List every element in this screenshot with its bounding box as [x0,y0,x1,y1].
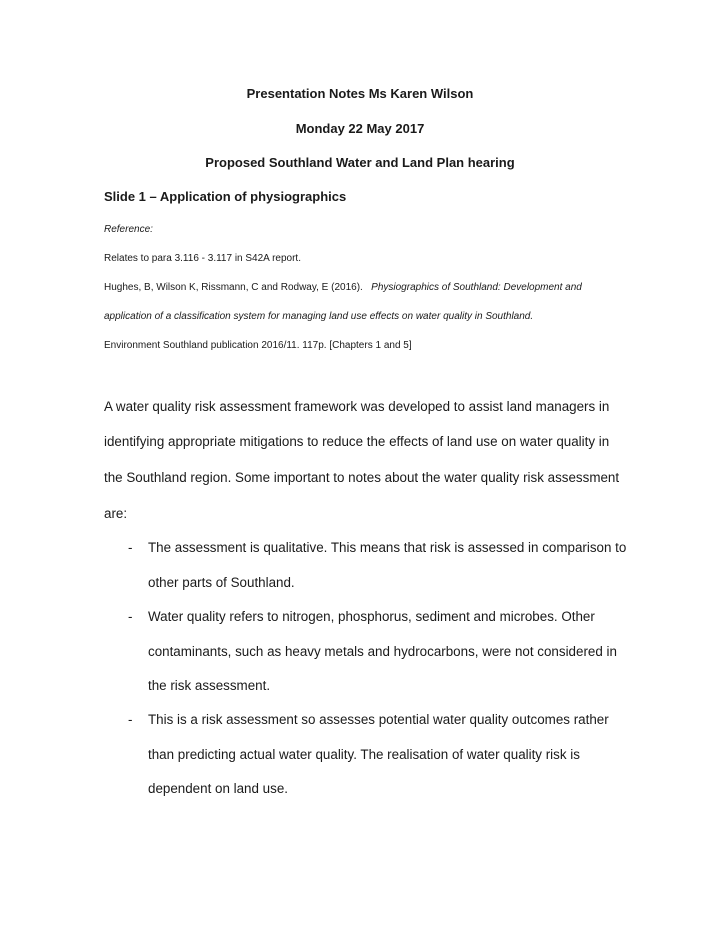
bullet-dash: - [128,609,133,624]
bullet-text: other parts of Southland. [148,575,295,590]
bullet-text: The assessment is qualitative. This means that risk is assessed in comparison to [148,540,627,555]
reference-title-part1: Physiographics of Southland: Development and [371,282,582,293]
reference-relates: Relates to para 3.116 - 3.117 in S42A report. [104,253,301,264]
bullet-text: contaminants, such as heavy metals and hydrocarbons, were not considered in [148,644,617,659]
intro-line: identifying appropriate mitigations to reduce the effects of land use on water quality in [104,434,610,449]
bullet-text: dependent on land use. [148,781,288,796]
document-date: Monday 22 May 2017 [295,121,425,136]
hearing-title: Proposed Southland Water and Land Plan hearing [205,155,515,170]
reference-publication: Environment Southland publication 2016/11. 117p. [Chapters 1 and 5] [104,340,412,351]
slide-heading: Slide 1 – Application of physiographics [104,189,347,204]
reference-title-part2: application of a classification system for managing land use effects on water quality in Southland. [104,311,534,322]
bullet-text: This is a risk assessment so assesses potential water quality outcomes rather [148,712,609,727]
reference-authors: Hughes, B, Wilson K, Rissmann, C and Rodway, E (2016). [104,282,363,293]
intro-line: the Southland region. Some important to notes about the water quality risk assessment [104,470,620,485]
bullet-text: the risk assessment. [148,678,271,693]
bullet-text: than predicting actual water quality. The realisation of water quality risk is [148,747,580,762]
intro-line: A water quality risk assessment framework was developed to assist land managers in [104,399,610,414]
bullet-dash: - [128,540,133,555]
intro-line: are: [104,506,128,521]
reference-label: Reference: [104,224,153,235]
bullet-text: Water quality refers to nitrogen, phosphorus, sediment and microbes. Other [148,609,595,624]
bullet-dash: - [128,712,133,727]
document-title: Presentation Notes Ms Karen Wilson [246,86,474,101]
reference-citation-line1 [104,281,582,294]
